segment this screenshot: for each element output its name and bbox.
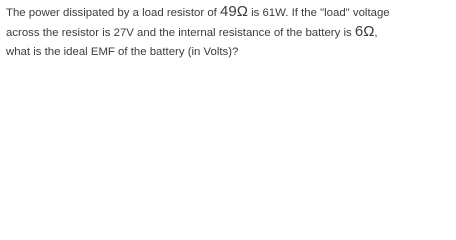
line1-text-after: is 61W. If the "load" voltage (247, 7, 390, 19)
question-line-3: what is the ideal EMF of the battery (in Volts)? (6, 46, 239, 58)
question-line-1 (6, 2, 452, 22)
question-text (6, 2, 452, 62)
line1-text-before: The power dissipated by a load resistor of (6, 7, 221, 19)
load-resistance-value: 49Ω (220, 3, 248, 20)
line2-text-before: across the resistor is 27V and the internal resistance of the battery is (6, 27, 355, 39)
question-line-2 (6, 22, 452, 42)
internal-resistance-value: 6Ω (354, 23, 375, 40)
line2-text-after: , (374, 27, 378, 39)
